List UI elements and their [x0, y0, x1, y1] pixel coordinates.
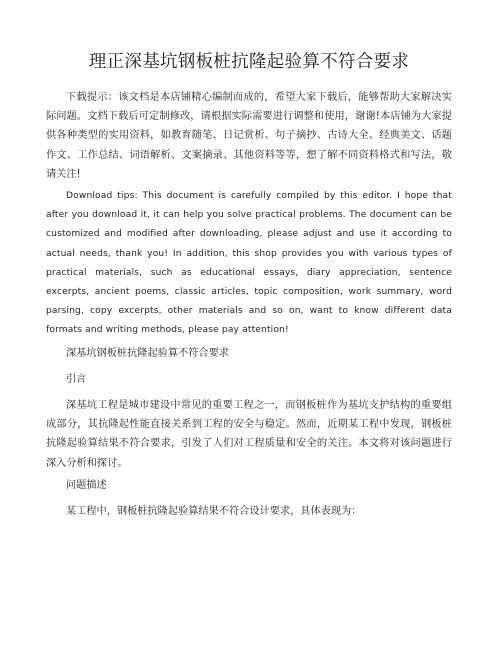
problem-paragraph: 某工程中，钢板桩抗隆起验算结果不符合设计要求，具体表现为：: [66, 506, 362, 518]
problem-heading: 问题描述: [66, 479, 107, 491]
download-tip-chinese: 下载提示：该文档是本店铺精心编制而成的，希望大家下载后，能够帮助大家解决实际问题。文档下载后可定制修改，请根据实际需要进行调整和使用，谢谢!本店铺为大家提供各种类型的实用资料，如教育随笔、日记赏析、句子摘抄、古诗大全、经典美文、话题作文、工作总结、词语解析、文案摘录、其他资料等等，想了解不同资料格式和写法，敬请关注!: [46, 92, 452, 180]
document-title: 理正深基坑钢板桩抗隆起验算不符合要求: [88, 52, 410, 72]
document-subtitle: 深基坑钢板桩抗隆起验算不符合要求: [66, 347, 229, 359]
intro-paragraph: 深基坑工程是城市建设中常见的重要工程之一，而钢板桩作为基坑支护结构的重要组成部分，其抗隆起性能直接关系到工程的安全与稳定。然而，近期某工程中发现，钢板桩抗隆起验算结果不符合要求，引发了人们对工程质量和安全的关注。本文将对该问题进行深入分析和探讨。: [46, 400, 452, 469]
intro-heading: 引言: [66, 373, 87, 385]
download-tip-english: Download tips: This document is carefully compiled by this editor. I hope that after you download it, it can help you solve practical problems. The document can be customized and modified after downloading, please adjust and use it according to actual needs, thank you! In addition, this shop provides you with various types of practical materials, such as educational essays, diary appreciation, sentence excerpts, ancient poems, classic articles, topic composition, work summary, word parsing, copy excerpts, other materials and so on, want to know different data formats and writing methods, please pay attention!: [46, 191, 452, 336]
